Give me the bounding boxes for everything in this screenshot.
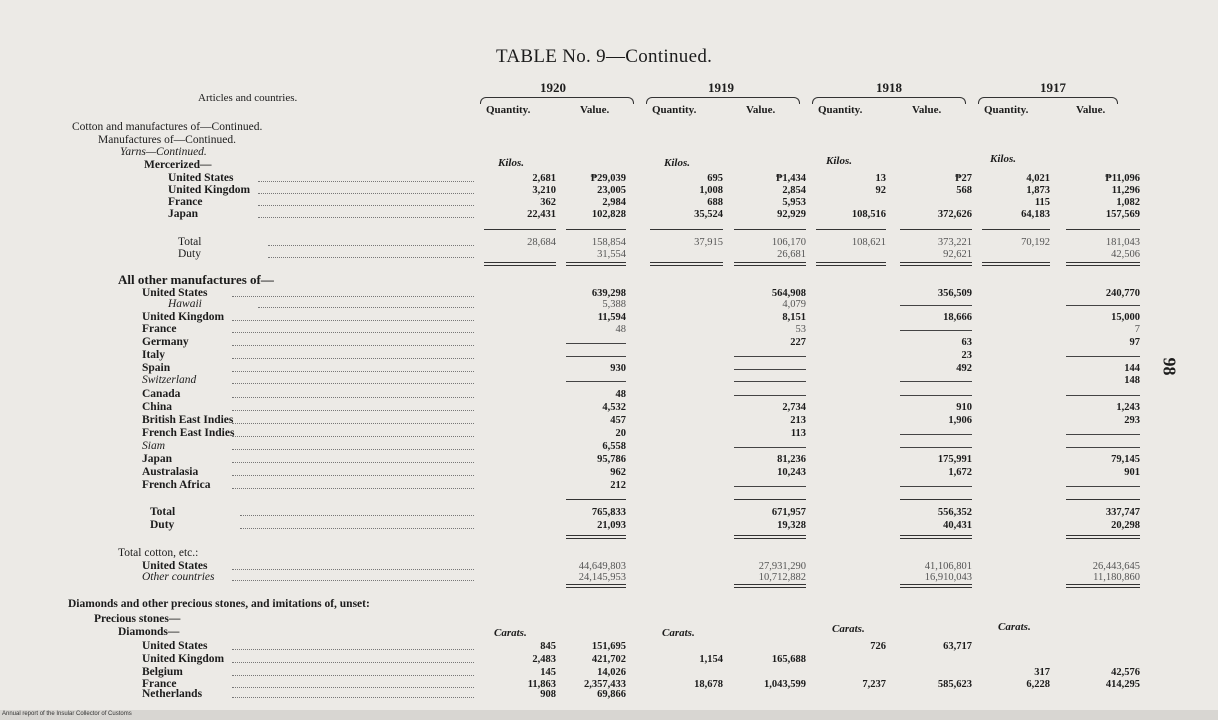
- sum-rule: [1066, 229, 1140, 230]
- empty-cell-dash: [734, 369, 806, 370]
- sum-rule: [566, 584, 626, 588]
- cell-value: 1,672: [948, 467, 972, 478]
- cell-value: 42,506: [1111, 249, 1140, 260]
- empty-cell-dash: [734, 395, 806, 396]
- cell-value: 106,170: [771, 237, 806, 248]
- footer-text: Annual report of the Insular Collector of Customs: [2, 711, 132, 717]
- table-row: [0, 571, 1218, 584]
- cell-value: 414,295: [1105, 679, 1140, 690]
- unit-carats: Carats.: [494, 627, 527, 639]
- cell-value: 81,236: [777, 454, 806, 465]
- cell-value: 6,558: [602, 441, 626, 452]
- empty-cell-dash: [734, 486, 806, 487]
- leader-dots: [232, 358, 474, 359]
- cell-value: 44,649,803: [578, 561, 626, 572]
- row-label: United States: [168, 172, 234, 184]
- value-header: Value.: [912, 104, 942, 116]
- cell-value: 2,854: [782, 185, 806, 196]
- row-label: France: [168, 196, 203, 208]
- section-manufactures: Manufactures of—Continued.: [98, 134, 236, 146]
- cell-value: 41,106,801: [924, 561, 972, 572]
- section-yarns: Yarns—Continued.: [120, 146, 207, 158]
- leader-dots: [232, 296, 474, 297]
- empty-cell-dash: [1066, 356, 1140, 357]
- cell-value: 556,352: [937, 507, 972, 518]
- leader-dots: [232, 675, 474, 676]
- cell-value: 372,626: [937, 209, 972, 220]
- empty-cell-dash: [734, 356, 806, 357]
- sum-rule: [566, 499, 626, 500]
- empty-cell-dash: [566, 381, 626, 382]
- cell-value: 639,298: [591, 288, 626, 299]
- leader-dots: [232, 332, 474, 333]
- cell-value: 27,931,290: [758, 561, 806, 572]
- cell-value: 910: [956, 402, 972, 413]
- quantity-header: Quantity.: [652, 104, 697, 116]
- year-1920: 1920: [540, 80, 566, 95]
- cell-value: 181,043: [1105, 237, 1140, 248]
- cell-value: 1,082: [1116, 197, 1140, 208]
- sum-rule: [816, 262, 886, 266]
- empty-cell-dash: [734, 381, 806, 382]
- cell-value: 151,695: [591, 641, 626, 652]
- leader-dots: [258, 307, 474, 308]
- cell-value: 1,154: [699, 654, 723, 665]
- sum-rule: [900, 229, 972, 230]
- cell-value: 7,237: [862, 679, 886, 690]
- cell-value: 1,243: [1116, 402, 1140, 413]
- table-row: [0, 506, 1218, 519]
- cell-value: 92,929: [777, 209, 806, 220]
- cell-value: 18,678: [694, 679, 723, 690]
- cell-value: 53: [795, 324, 806, 335]
- row-label: Italy: [142, 349, 165, 361]
- row-label: United Kingdom: [142, 653, 225, 665]
- empty-cell-dash: [1066, 486, 1140, 487]
- table-row: [0, 349, 1218, 362]
- sum-rule: [566, 262, 626, 266]
- cell-value: 4,021: [1026, 173, 1050, 184]
- row-label: Duty: [178, 248, 201, 260]
- cell-value: 92: [875, 185, 886, 196]
- cell-value: 113: [790, 428, 806, 439]
- cell-value: 40,431: [943, 520, 972, 531]
- section-all-other: All other manufactures of—: [118, 272, 274, 287]
- cell-value: 845: [540, 641, 556, 652]
- cell-value: 4,532: [602, 402, 626, 413]
- cell-value: 1,008: [699, 185, 723, 196]
- leader-dots: [232, 580, 474, 581]
- empty-cell-dash: [900, 486, 972, 487]
- cell-value: 148: [1124, 375, 1140, 386]
- row-label: Japan: [142, 453, 173, 465]
- empty-cell-dash: [734, 447, 806, 448]
- section-total-cotton: Total cotton, etc.:: [118, 547, 199, 559]
- sum-rule: [900, 535, 972, 539]
- sum-rule: [982, 229, 1050, 230]
- cell-value: 63: [961, 337, 972, 348]
- table-row: [0, 640, 1218, 653]
- row-label: Duty: [150, 519, 175, 531]
- leader-dots: [232, 697, 474, 698]
- row-label: France: [142, 323, 177, 335]
- table-row: [0, 323, 1218, 336]
- cell-value: 5,953: [782, 197, 806, 208]
- sum-rule: [734, 535, 806, 539]
- cell-value: 2,984: [602, 197, 626, 208]
- sum-rule: [982, 262, 1050, 266]
- cell-value: 2,681: [532, 173, 556, 184]
- year-1919: 1919: [708, 80, 734, 95]
- table-title: TABLE No. 9—Continued.: [496, 46, 713, 67]
- row-label: United States: [142, 560, 208, 572]
- cell-value: 95,786: [597, 454, 626, 465]
- cell-value: ₱11,096: [1105, 173, 1140, 184]
- cell-value: 2,357,433: [584, 679, 626, 690]
- articles-column-header: Articles and countries.: [198, 92, 298, 104]
- table-row: [0, 374, 1218, 387]
- year-1917: 1917: [1040, 80, 1066, 95]
- leader-dots: [258, 205, 474, 206]
- section-diamonds: Diamonds—: [118, 626, 180, 638]
- cell-value: 97: [1129, 337, 1140, 348]
- cell-value: 24,145,953: [578, 572, 626, 583]
- unit-kilos: Kilos.: [826, 155, 852, 167]
- table-row: [0, 519, 1218, 532]
- leader-dots: [232, 383, 474, 384]
- leader-dots: [240, 515, 474, 516]
- cell-value: 175,991: [937, 454, 972, 465]
- empty-cell-dash: [900, 434, 972, 435]
- cell-value: 23: [961, 350, 972, 361]
- page-number: 98: [1159, 357, 1180, 376]
- row-label: Siam: [142, 440, 165, 452]
- cell-value: 48: [615, 324, 626, 335]
- unit-kilos: Kilos.: [990, 153, 1016, 165]
- leader-dots: [232, 320, 474, 321]
- cell-value: 373,221: [937, 237, 972, 248]
- sum-rule: [900, 584, 972, 588]
- cell-value: 28,684: [527, 237, 556, 248]
- cell-value: 115: [1034, 197, 1050, 208]
- empty-cell-dash: [900, 330, 972, 331]
- year-brace: [812, 97, 966, 104]
- section-cotton: Cotton and manufactures of—Continued.: [72, 121, 263, 133]
- cell-value: 213: [790, 415, 806, 426]
- cell-value: 362: [540, 197, 556, 208]
- cell-value: 7: [1134, 324, 1140, 335]
- row-label: Australasia: [142, 466, 199, 478]
- cell-value: 64,183: [1021, 209, 1050, 220]
- value-header: Value.: [580, 104, 610, 116]
- row-label: China: [142, 401, 173, 413]
- row-label: Switzerland: [142, 374, 197, 386]
- table-row: [0, 336, 1218, 349]
- leader-dots: [232, 397, 474, 398]
- empty-cell-dash: [900, 447, 972, 448]
- leader-dots: [268, 257, 474, 258]
- leader-dots: [268, 245, 474, 246]
- cell-value: 3,210: [532, 185, 556, 196]
- cell-value: 11,594: [597, 312, 626, 323]
- cell-value: 14,026: [597, 667, 626, 678]
- cell-value: 457: [610, 415, 626, 426]
- empty-cell-dash: [1066, 395, 1140, 396]
- cell-value: 962: [610, 467, 626, 478]
- cell-value: 165,688: [771, 654, 806, 665]
- unit-carats: Carats.: [662, 627, 695, 639]
- cell-value: 16,910,043: [924, 572, 972, 583]
- cell-value: 930: [610, 363, 626, 374]
- row-label: British East Indies: [142, 414, 234, 426]
- leader-dots: [240, 528, 474, 529]
- cell-value: 69,866: [597, 689, 626, 700]
- cell-value: 11,863: [527, 679, 556, 690]
- sum-rule: [484, 262, 556, 266]
- leader-dots: [232, 662, 474, 663]
- leader-dots: [232, 462, 474, 463]
- row-label: Belgium: [142, 666, 183, 678]
- table-row: [0, 427, 1218, 440]
- table-row: [0, 248, 1218, 261]
- leader-dots: [258, 193, 474, 194]
- cell-value: 293: [1124, 415, 1140, 426]
- cell-value: 10,712,882: [758, 572, 806, 583]
- cell-value: 2,734: [782, 402, 806, 413]
- cell-value: 6,228: [1026, 679, 1050, 690]
- leader-dots: [232, 569, 474, 570]
- row-label: United Kingdom: [168, 184, 251, 196]
- empty-cell-dash: [566, 343, 626, 344]
- empty-cell-dash: [566, 356, 626, 357]
- cell-value: 8,151: [782, 312, 806, 323]
- cell-value: 48: [615, 389, 626, 400]
- empty-cell-dash: [900, 395, 972, 396]
- cell-value: 70,192: [1021, 237, 1050, 248]
- cell-value: 42,576: [1111, 667, 1140, 678]
- leader-dots: [232, 345, 474, 346]
- cell-value: 145: [540, 667, 556, 678]
- sum-rule: [900, 499, 972, 500]
- cell-value: 227: [790, 337, 806, 348]
- cell-value: 23,005: [597, 185, 626, 196]
- scan-footer: [0, 710, 1218, 720]
- cell-value: 356,509: [937, 288, 972, 299]
- sum-rule: [816, 229, 886, 230]
- empty-cell-dash: [1066, 434, 1140, 435]
- leader-dots: [232, 423, 474, 424]
- row-label: Canada: [142, 388, 181, 400]
- cell-value: 21,093: [597, 520, 626, 531]
- table-row: [0, 479, 1218, 492]
- empty-cell-dash: [900, 381, 972, 382]
- sum-rule: [650, 229, 723, 230]
- cell-value: 671,957: [771, 507, 806, 518]
- table-row: [0, 414, 1218, 427]
- sum-rule: [734, 584, 806, 588]
- row-label: Japan: [168, 208, 199, 220]
- leader-dots: [258, 217, 474, 218]
- cell-value: 22,431: [527, 209, 556, 220]
- row-label: United States: [142, 640, 208, 652]
- cell-value: 317: [1034, 667, 1050, 678]
- cell-value: 337,747: [1105, 507, 1140, 518]
- cell-value: 63,717: [943, 641, 972, 652]
- cell-value: 35,524: [694, 209, 723, 220]
- section-diamonds-header: Diamonds and other precious stones, and imitations of, unset:: [68, 598, 370, 610]
- sum-rule: [734, 262, 806, 266]
- cell-value: 212: [610, 480, 626, 491]
- row-label: French Africa: [142, 479, 211, 491]
- cell-value: 1,043,599: [764, 679, 806, 690]
- quantity-header: Quantity.: [818, 104, 863, 116]
- cell-value: 31,554: [597, 249, 626, 260]
- sum-rule: [900, 262, 972, 266]
- leader-dots: [232, 475, 474, 476]
- leader-dots: [258, 181, 474, 182]
- row-label: Spain: [142, 362, 171, 374]
- unit-carats: Carats.: [998, 621, 1031, 633]
- empty-cell-dash: [1066, 305, 1140, 306]
- cell-value: 492: [956, 363, 972, 374]
- cell-value: 901: [1124, 467, 1140, 478]
- cell-value: 157,569: [1105, 209, 1140, 220]
- cell-value: 15,000: [1111, 312, 1140, 323]
- year-brace: [978, 97, 1118, 104]
- table-row: [0, 298, 1218, 311]
- cell-value: 13: [875, 173, 886, 184]
- sum-rule: [734, 229, 806, 230]
- cell-value: 37,915: [694, 237, 723, 248]
- section-mercerized: Mercerized—: [144, 159, 212, 171]
- cell-value: 5,388: [602, 299, 626, 310]
- unit-kilos: Kilos.: [498, 157, 524, 169]
- row-label: United Kingdom: [142, 311, 225, 323]
- cell-value: 240,770: [1105, 288, 1140, 299]
- cell-value: 144: [1124, 363, 1140, 374]
- cell-value: 421,702: [591, 654, 626, 665]
- leader-dots: [232, 449, 474, 450]
- sum-rule: [734, 499, 806, 500]
- table-row: [0, 453, 1218, 466]
- section-precious: Precious stones—: [94, 613, 181, 625]
- sum-rule: [566, 535, 626, 539]
- quantity-header: Quantity.: [984, 104, 1029, 116]
- row-label: Hawaii: [168, 298, 202, 310]
- table-row: [0, 401, 1218, 414]
- leader-dots: [232, 410, 474, 411]
- cell-value: 908: [540, 689, 556, 700]
- cell-value: 568: [956, 185, 972, 196]
- cell-value: 585,623: [937, 679, 972, 690]
- value-header: Value.: [1076, 104, 1106, 116]
- cell-value: 726: [870, 641, 886, 652]
- cell-value: 10,243: [777, 467, 806, 478]
- cell-value: 92,621: [943, 249, 972, 260]
- cell-value: 158,854: [591, 237, 626, 248]
- sum-rule: [650, 262, 723, 266]
- sum-rule: [1066, 499, 1140, 500]
- cell-value: 2,483: [532, 654, 556, 665]
- leader-dots: [232, 488, 474, 489]
- sum-rule: [1066, 535, 1140, 539]
- row-label: Total: [178, 236, 202, 248]
- sum-rule: [1066, 262, 1140, 266]
- cell-value: 108,621: [851, 237, 886, 248]
- unit-kilos: Kilos.: [664, 157, 690, 169]
- cell-value: 688: [707, 197, 723, 208]
- row-label: Other countries: [142, 571, 215, 583]
- cell-value: 1,906: [948, 415, 972, 426]
- cell-value: 18,666: [943, 312, 972, 323]
- cell-value: 11,180,860: [1093, 572, 1140, 583]
- row-label: French East Indies: [142, 427, 235, 439]
- cell-value: 564,908: [771, 288, 806, 299]
- table-row: [0, 466, 1218, 479]
- leader-dots: [232, 649, 474, 650]
- table-row: [0, 688, 1218, 701]
- cell-value: ₱1,434: [775, 173, 806, 184]
- table-row: [0, 440, 1218, 453]
- year-brace: [480, 97, 634, 104]
- cell-value: 26,681: [777, 249, 806, 260]
- table-row: [0, 208, 1218, 221]
- sum-rule: [1066, 584, 1140, 588]
- table-row: [0, 388, 1218, 401]
- row-label: Netherlands: [142, 688, 203, 700]
- sum-rule: [484, 229, 556, 230]
- empty-cell-dash: [900, 305, 972, 306]
- table-row: [0, 653, 1218, 666]
- cell-value: 20,298: [1111, 520, 1140, 531]
- row-label: France: [142, 678, 177, 690]
- row-label: United States: [142, 287, 208, 299]
- leader-dots: [232, 436, 474, 437]
- cell-value: 4,079: [782, 299, 806, 310]
- empty-cell-dash: [1066, 447, 1140, 448]
- cell-value: 20: [615, 428, 626, 439]
- cell-value: 765,833: [591, 507, 626, 518]
- row-label: Total: [150, 506, 176, 518]
- cell-value: ₱29,039: [590, 173, 626, 184]
- unit-carats: Carats.: [832, 623, 865, 635]
- cell-value: 108,516: [851, 209, 886, 220]
- cell-value: 19,328: [777, 520, 806, 531]
- value-header: Value.: [746, 104, 776, 116]
- cell-value: 26,443,645: [1092, 561, 1140, 572]
- leader-dots: [232, 371, 474, 372]
- cell-value: ₱27: [955, 173, 972, 184]
- cell-value: 1,873: [1026, 185, 1050, 196]
- cell-value: 102,828: [591, 209, 626, 220]
- year-1918: 1918: [876, 80, 902, 95]
- cell-value: 695: [707, 173, 723, 184]
- cell-value: 11,296: [1111, 185, 1140, 196]
- quantity-header: Quantity.: [486, 104, 531, 116]
- sum-rule: [566, 229, 626, 230]
- year-brace: [646, 97, 800, 104]
- cell-value: 79,145: [1111, 454, 1140, 465]
- row-label: Germany: [142, 336, 189, 348]
